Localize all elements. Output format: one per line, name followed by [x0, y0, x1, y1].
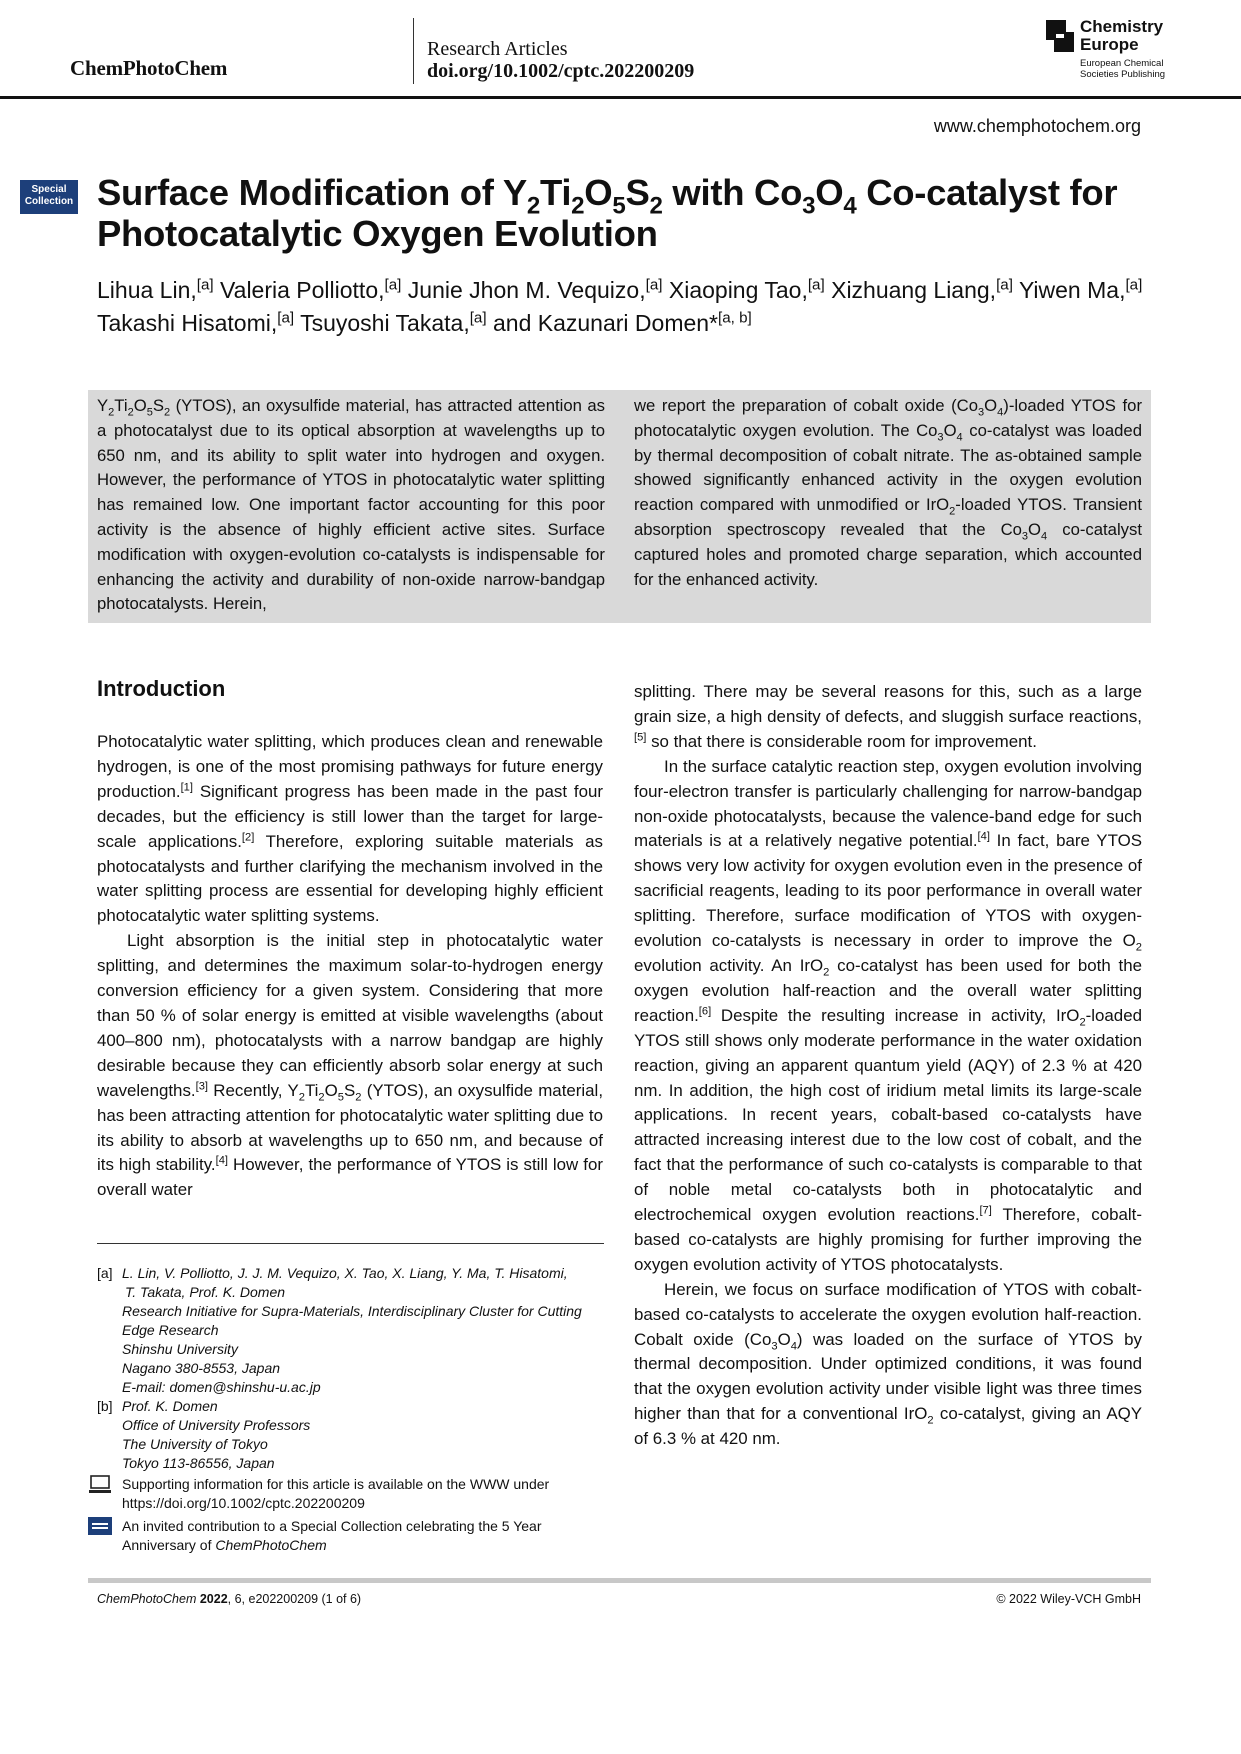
section-heading-introduction: Introduction — [97, 676, 226, 701]
special-collection-icon — [88, 1517, 112, 1535]
article-title: Surface Modification of $Y_2Ti_2O_5S_2$ with $Co_3O_4$ Co-catalyst for Photocatalytic Oxygen Evolution — [97, 172, 1118, 254]
publisher-name-line2: Europe — [1080, 35, 1139, 54]
citation[interactable]: [1] — [180, 781, 193, 794]
email-link[interactable]: E-mail: domen@shinshu-u.ac.jp — [122, 1379, 321, 1395]
footer-bar — [88, 1578, 1151, 1583]
special-collection-note: An invited contribution to a Special Collection celebrating the 5 Year Anniversary of ChemPhotoChem — [88, 1517, 608, 1555]
paragraph: In the surface catalytic reaction step, oxygen evolution involving four-electron transfer is particularly challenging for narrow-bandgap non-oxide photocatalysts, because the valence-band edge for such materials is at a relatively negative potential.[4] In fact, bare YTOS shows very low activity for oxygen evolution even in the presence of sacrificial reagents, leading to its poor performance in overall water splitting. Therefore, surface modification of YTOS with oxygen-evolution co-catalysts is necessary in order to improve the $O_2$ evolution activity. An IrO$_2$ co-catalyst has been used for both the oxygen evolution half-reaction and the overall water splitting reaction.[6] Despite the resulting increase in activity, IrO$_2$-loaded YTOS still shows only moderate performance in the water oxidation reaction, giving an apparent quantum yield (AQY) of 2.3 % at 420 nm. In addition, the high cost of iridium metal limits its large-scale applications. In recent years, cobalt-based co-catalysts have attracted increasing interest due to the low cost of cobalt, and the fact that the performance of such co-catalysts is comparable to that of noble metal co-catalysts both in photocatalytic and electrochemical oxygen evolution reactions.[7] Therefore, cobalt-based co-catalysts are highly promising for further improving the oxygen evolution activity of YTOS photocatalysts. — [634, 756, 1142, 1274]
paragraph: Photocatalytic water splitting, which produces clean and renewable hydrogen, is one of the most promising pathways for future energy production.[1] Significant progress has been made in the past four decades, but the efficiency is still lower than the target for large-scale applications.[2] Therefore, exploring suitable materials as photocatalysts and further clarifying the mechanism involved in the water splitting process are essential for developing highly efficient photocatalytic water splitting systems. — [97, 732, 603, 926]
citation[interactable]: [4] — [215, 1154, 229, 1167]
citation[interactable]: [4] — [977, 830, 990, 843]
author: Junie Jhon M. Vequizo, — [407, 277, 646, 303]
publisher-logo — [1046, 18, 1196, 84]
website-link[interactable]: www.chemphotochem.org — [933, 116, 1141, 136]
section-label: Research Articles — [427, 38, 568, 60]
body-left-column — [97, 730, 603, 1203]
header-rule — [0, 96, 1241, 99]
affiliation-label: [b] — [97, 1398, 113, 1414]
footer-citation: ChemPhotoChem 2022, 6, e202200209 (1 of 6) — [97, 1592, 362, 1606]
special-collection-badge — [20, 180, 78, 214]
author: Tsuyoshi Takata, — [300, 310, 470, 336]
citation[interactable]: [3] — [195, 1080, 208, 1093]
computer-icon — [88, 1475, 112, 1495]
citation[interactable]: [5] — [634, 731, 647, 744]
author: Xizhuang Liang, — [831, 277, 997, 303]
body-right-column — [634, 680, 1142, 1452]
header-divider — [413, 18, 414, 84]
footnote-rule — [97, 1243, 604, 1244]
affiliation-label: [a] — [97, 1265, 113, 1281]
citation[interactable]: [2] — [241, 831, 255, 843]
affiliation-a: [a] L. Lin, V. Polliotto, J. J. M. Vequizo, X. Tao, X. Liang, Y. Ma, T. Hisatomi, T. Takata, Prof. K. Domen Research Initiative for Supra-Materials, Interdisciplinary Cluster for Cutting Edge Research Shinshu University Nagano 380-8553, Japan E-mail: domen@shinshu-u.ac.jp — [97, 1264, 617, 1397]
publisher-sub-line2: Societies Publishing — [1080, 69, 1166, 80]
paragraph: Herein, we focus on surface modification of YTOS with cobalt-based co-catalysts to accelerate the oxygen evolution half-reaction. Cobalt oxide $(Co_3O_4)$ was loaded on the surface of YTOS by thermal decomposition. Under optimized conditions, it was found that the oxygen evolution activity under visible light was three times higher than that for a conventional IrO$_2$ co-catalyst, giving an AQY of 6.3 % at 420 nm. — [634, 1279, 1142, 1449]
author: Lihua Lin, — [97, 277, 197, 303]
author: and Kazunari Domen* — [492, 310, 719, 336]
affiliation-b: [b] Prof. K. Domen Office of University Professors The University of Tokyo Tokyo 113-86556, Japan — [97, 1398, 311, 1471]
abstract-right-column: we report the preparation of cobalt oxide $(Co_3O_4)$-loaded YTOS for photocatalytic oxygen evolution. The $Co_3O_4$ co-catalyst was loaded by thermal decomposition of cobalt nitrate. The as-obtained sample showed significantly enhanced activity in the oxygen evolution reaction compared with unmodified or IrO$_2$-loaded YTOS. Transient absorption spectroscopy revealed that the $Co_3O_4$ co-catalyst captured holes and promoted charge separation, which accounted for the enhanced activity. — [634, 396, 1142, 589]
author-list: Lihua Lin,[a] Valeria Polliotto,[a] Junie Jhon M. Vequizo,[a] Xiaoping Tao,[a] Xizhuang Liang,[a] Yiwen Ma,[a] Takashi Hisatomi,[a] Tsuyoshi Takata,[a] and Kazunari Domen*[a, b] — [97, 276, 1143, 336]
footer-copyright: © 2022 Wiley-VCH GmbH — [996, 1592, 1141, 1606]
citation[interactable]: [7] — [979, 1204, 992, 1217]
supporting-info-link[interactable]: https://doi.org/10.1002/cptc.202200209 — [122, 1495, 365, 1511]
author: Xiaoping Tao, — [668, 277, 808, 303]
author: Yiwen Ma, — [1018, 277, 1126, 303]
author: Takashi Hisatomi, — [97, 310, 278, 336]
badge-line2: Collection — [24, 196, 74, 207]
citation[interactable]: [6] — [698, 1005, 712, 1018]
badge-line1: Special — [31, 184, 67, 195]
doi-link[interactable]: doi.org/10.1002/cptc.202200209 — [427, 60, 695, 82]
journal-name: ChemPhotoChem — [70, 56, 228, 80]
chemistry-europe-logo-icon — [1046, 20, 1074, 52]
paragraph: splitting. There may be several reasons for this, such as a large grain size, a high density of defects, and sluggish surface reactions,[5] so that there is considerable room for improvement. — [634, 682, 1142, 751]
publisher-name-line1: Chemistry — [1080, 17, 1164, 36]
publisher-sub-line1: European Chemical — [1080, 58, 1164, 69]
supporting-info-note: Supporting information for this article is available on the WWW under https://doi.org/10.1002/cptc.202200209 — [88, 1475, 608, 1513]
author: Valeria Polliotto, — [220, 277, 385, 303]
paragraph: Light absorption is the initial step in photocatalytic water splitting, and determines the maximum solar-to-hydrogen energy conversion efficiency for a given system. Considering that more than 50 % of solar energy is emitted at visible wavelengths (about 400–800 nm), photocatalysts with a narrow bandgap are highly desirable because they can efficiently absorb solar energy at such wavelengths.[3] Recently, $Y_2Ti_2O_5S_2$ (YTOS), an oxysulfide material, has been attracting attention for photocatalytic water splitting due to its ability to absorb at wavelengths up to 650 nm, and because of its high stability.[4] However, the performance of YTOS is still low for overall water — [97, 931, 604, 1200]
abstract-left-column: $Y_2Ti_2O_5S_2$ (YTOS), an oxysulfide material, has attracted attention as a photocatalyst due to its optical absorption at wavelengths up to 650 nm, and its ability to split water into hydrogen and oxygen. However, the performance of YTOS in photocatalytic water splitting has remained low. One important factor accounting for this poor activity is the absence of highly efficient active sites. Surface modification with oxygen-evolution co-catalysts is indispensable for enhancing the activity and durability of non-oxide narrow-bandgap photocatalysts. Herein, — [97, 396, 605, 614]
